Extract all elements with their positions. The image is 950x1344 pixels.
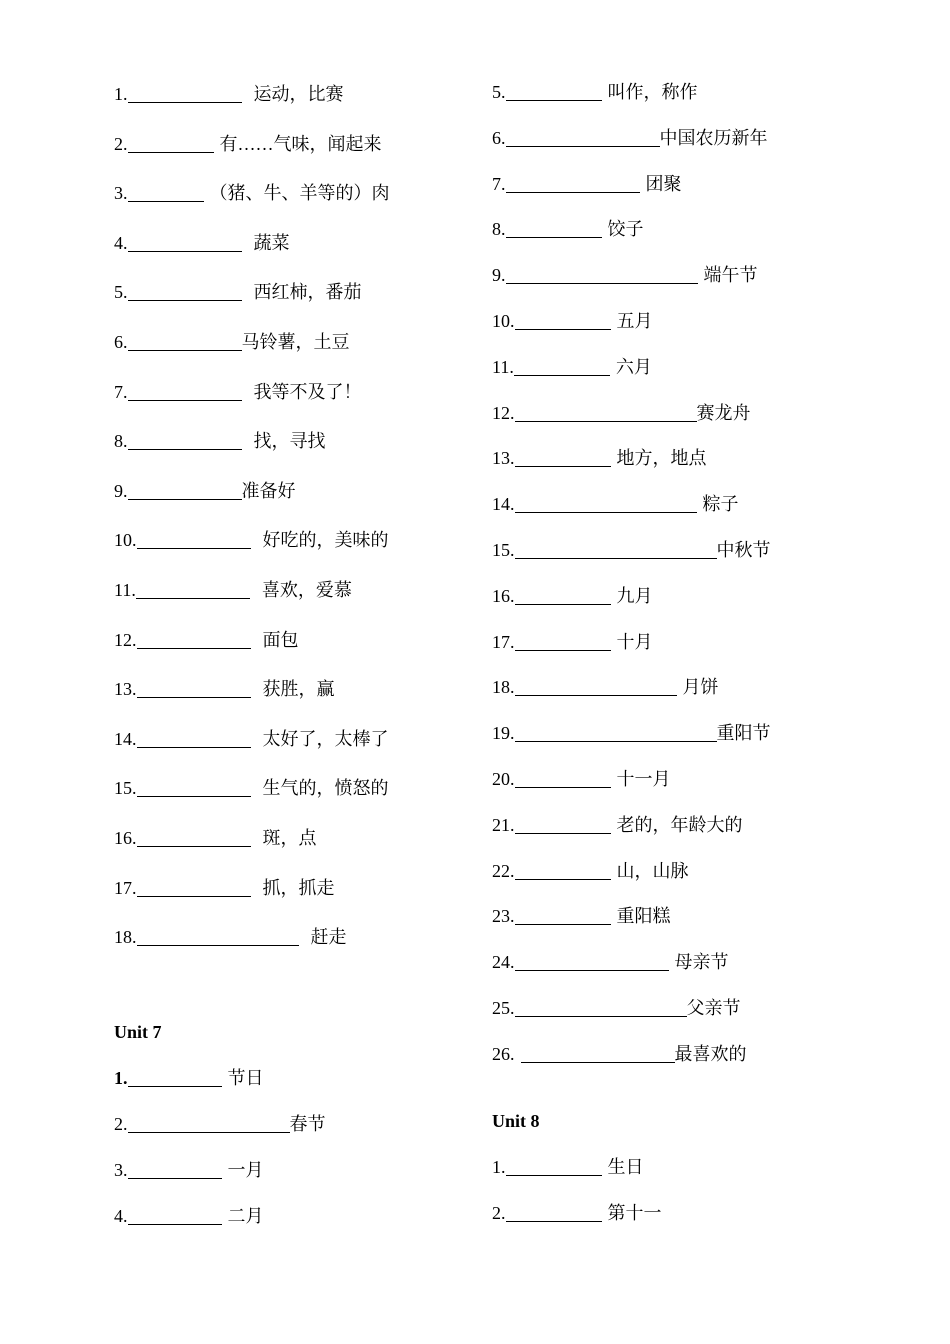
answer-blank[interactable]	[515, 677, 677, 696]
item-number: 19.	[492, 723, 515, 744]
answer-blank[interactable]	[515, 632, 611, 651]
vocab-item	[492, 355, 652, 379]
item-number: 9.	[492, 265, 506, 286]
unit-heading: Unit 8	[492, 1111, 540, 1131]
item-meaning: 团聚	[645, 173, 682, 194]
vocab-item	[114, 677, 335, 701]
item-number: 2.	[492, 1203, 506, 1223]
vocab-item	[492, 1155, 644, 1179]
vocab-item	[492, 401, 751, 425]
answer-blank[interactable]	[137, 778, 251, 797]
item-meaning: 我等不及了！	[253, 381, 362, 402]
item-meaning: 喜欢，爱慕	[261, 580, 352, 600]
item-meaning: 太好了，太棒了	[262, 728, 389, 749]
answer-blank[interactable]	[506, 1203, 602, 1222]
vocab-item	[492, 172, 682, 196]
item-meaning: 老的，年龄大的	[616, 814, 743, 835]
item-number: 20.	[492, 769, 515, 789]
vocab-item	[492, 996, 741, 1020]
item-number: 10.	[492, 311, 515, 331]
answer-blank[interactable]	[515, 723, 717, 742]
vocab-item	[114, 280, 362, 304]
item-meaning: 节日	[227, 1068, 264, 1088]
vocab-item	[492, 309, 653, 333]
item-meaning: 中国农历新年	[659, 127, 768, 148]
item-number: 15.	[492, 540, 515, 560]
answer-blank[interactable]	[515, 586, 611, 605]
vocab-item	[492, 904, 671, 928]
answer-blank[interactable]	[506, 265, 698, 284]
vocab-item	[114, 876, 335, 900]
vocab-item	[492, 263, 758, 287]
item-number: 14.	[492, 494, 515, 515]
item-number: 8.	[114, 431, 128, 452]
vocab-item	[114, 479, 296, 503]
vocab-item	[492, 1201, 662, 1225]
vocab-item	[492, 446, 707, 470]
vocab-item	[492, 492, 739, 516]
item-meaning: 抓，抓走	[262, 877, 335, 898]
item-meaning: （猪、牛、羊等的）肉	[209, 183, 390, 204]
answer-blank[interactable]	[515, 998, 687, 1017]
item-number: 16.	[492, 585, 515, 606]
item-meaning: 找，寻找	[253, 431, 326, 452]
vocab-item	[492, 538, 771, 562]
vocab-item	[114, 82, 344, 106]
item-meaning: 十月	[616, 631, 653, 652]
vocab-item	[492, 950, 729, 974]
answer-blank[interactable]	[515, 540, 717, 559]
vocab-item	[114, 380, 362, 404]
item-meaning: 中秋节	[716, 540, 771, 560]
vocab-item	[114, 181, 390, 205]
item-meaning: 春节	[289, 1114, 326, 1134]
vocab-item	[492, 584, 653, 608]
item-number: 1.	[114, 1068, 128, 1088]
item-number: 13.	[492, 448, 515, 469]
answer-blank[interactable]	[128, 1068, 222, 1087]
vocab-item	[492, 767, 671, 791]
item-meaning: 第十一	[607, 1203, 662, 1223]
item-meaning: 粽子	[702, 494, 739, 515]
item-number: 21.	[492, 814, 515, 835]
vocab-item	[114, 1066, 264, 1090]
answer-blank[interactable]	[137, 729, 251, 748]
answer-blank[interactable]	[137, 878, 251, 897]
vocab-item	[114, 727, 389, 751]
item-number: 10.	[114, 530, 137, 551]
item-meaning: 斑，点	[262, 828, 317, 848]
answer-blank[interactable]	[506, 1157, 602, 1176]
vocab-item	[492, 813, 743, 837]
item-number: 26.	[492, 1043, 515, 1064]
vocab-item	[492, 630, 653, 654]
item-number: 18.	[114, 927, 137, 948]
answer-blank[interactable]	[515, 952, 669, 971]
item-meaning: 山，山脉	[616, 860, 689, 881]
item-number: 12.	[492, 402, 515, 423]
answer-blank[interactable]	[515, 861, 611, 880]
answer-blank[interactable]	[515, 403, 697, 422]
item-number: 6.	[492, 127, 506, 148]
answer-blank[interactable]	[515, 311, 611, 330]
answer-blank[interactable]	[515, 815, 611, 834]
item-number: 3.	[114, 183, 128, 204]
item-number: 5.	[492, 82, 506, 102]
answer-blank[interactable]	[137, 828, 251, 847]
item-number: 7.	[114, 381, 128, 402]
item-meaning: 获胜，赢	[262, 679, 335, 700]
item-number: 15.	[114, 778, 137, 799]
vocab-item	[492, 859, 689, 883]
answer-blank[interactable]	[128, 84, 242, 103]
vocab-item	[114, 826, 317, 850]
answer-blank[interactable]	[128, 382, 242, 401]
item-meaning: 九月	[616, 585, 653, 606]
item-meaning: 生气的，愤怒的	[262, 778, 389, 799]
item-meaning: 马铃薯，土豆	[241, 332, 350, 352]
item-meaning: 五月	[616, 311, 653, 331]
answer-blank[interactable]	[521, 1044, 675, 1063]
answer-blank[interactable]	[506, 174, 640, 193]
answer-blank[interactable]	[128, 1160, 222, 1179]
answer-blank[interactable]	[128, 1114, 290, 1133]
vocab-item	[492, 675, 719, 699]
vocab-item	[492, 1042, 747, 1066]
item-meaning: 赛龙舟	[696, 402, 751, 423]
item-number: 13.	[114, 679, 137, 700]
item-number: 1.	[492, 1157, 506, 1177]
item-number: 23.	[492, 906, 515, 927]
answer-blank[interactable]	[128, 282, 242, 301]
item-meaning: 一月	[227, 1160, 264, 1180]
answer-blank[interactable]	[515, 906, 611, 925]
item-meaning: 重阳节	[716, 723, 771, 744]
item-number: 11.	[114, 580, 136, 600]
answer-blank[interactable]	[136, 580, 250, 599]
item-meaning: 蔬菜	[253, 232, 290, 253]
answer-blank[interactable]	[128, 332, 242, 351]
item-meaning: 地方，地点	[616, 448, 707, 469]
vocab-item	[114, 330, 350, 354]
item-number: 17.	[492, 631, 515, 652]
item-number: 6.	[114, 332, 128, 352]
item-number: 2.	[114, 1114, 128, 1134]
answer-blank[interactable]	[515, 494, 697, 513]
answer-blank[interactable]	[128, 481, 242, 500]
item-meaning: 好吃的，美味的	[262, 530, 389, 551]
answer-blank[interactable]	[128, 1206, 222, 1225]
item-meaning: 最喜欢的	[674, 1043, 747, 1064]
item-number: 3.	[114, 1160, 128, 1180]
answer-blank[interactable]	[137, 530, 251, 549]
item-meaning: 重阳糕	[616, 906, 671, 927]
item-meaning: 赶走	[310, 927, 347, 948]
vocab-item	[114, 429, 326, 453]
item-meaning: 生日	[607, 1157, 644, 1177]
item-meaning: 饺子	[607, 219, 644, 240]
answer-blank[interactable]	[515, 769, 611, 788]
answer-blank[interactable]	[506, 82, 602, 101]
item-number: 8.	[492, 219, 506, 240]
item-meaning: 母亲节	[674, 952, 729, 973]
item-number: 4.	[114, 1206, 128, 1226]
vocab-item	[492, 80, 698, 104]
item-number: 25.	[492, 998, 515, 1018]
item-number: 16.	[114, 828, 137, 848]
item-number: 1.	[114, 84, 128, 104]
vocab-item	[114, 528, 389, 552]
item-meaning: 六月	[615, 356, 652, 377]
answer-blank[interactable]	[137, 927, 299, 946]
item-meaning: 有……气味，闻起来	[219, 133, 382, 154]
vocab-item	[114, 231, 290, 255]
item-number: 5.	[114, 282, 128, 303]
item-meaning: 父亲节	[686, 998, 741, 1018]
vocab-item	[114, 1204, 264, 1228]
item-number: 22.	[492, 860, 515, 881]
vocab-item	[114, 925, 347, 949]
item-meaning: 运动，比赛	[253, 84, 344, 104]
answer-blank[interactable]	[128, 183, 204, 202]
unit-heading: Unit 7	[114, 1022, 162, 1042]
item-number: 7.	[492, 173, 506, 194]
vocab-item	[114, 132, 382, 156]
item-number: 2.	[114, 133, 128, 154]
item-number: 12.	[114, 629, 137, 650]
answer-blank[interactable]	[506, 128, 660, 147]
vocab-item	[492, 721, 771, 745]
vocab-item	[492, 126, 768, 150]
vocab-item	[114, 1158, 264, 1182]
item-number: 17.	[114, 877, 137, 898]
item-meaning: 叫作，称作	[607, 82, 698, 102]
vocab-item	[114, 776, 389, 800]
answer-blank[interactable]	[515, 448, 611, 467]
answer-blank[interactable]	[137, 630, 251, 649]
answer-blank[interactable]	[128, 431, 242, 450]
item-meaning: 月饼	[682, 677, 719, 698]
item-number: 4.	[114, 232, 128, 253]
item-meaning: 准备好	[241, 480, 296, 501]
item-number: 18.	[492, 677, 515, 698]
answer-blank[interactable]	[506, 219, 602, 238]
item-meaning: 面包	[262, 629, 299, 650]
item-meaning: 二月	[227, 1206, 264, 1226]
item-meaning: 十一月	[616, 769, 671, 789]
item-number: 11.	[492, 356, 514, 377]
answer-blank[interactable]	[128, 134, 214, 153]
item-meaning: 端午节	[703, 265, 758, 286]
vocab-item	[114, 578, 352, 602]
answer-blank[interactable]	[137, 679, 251, 698]
vocab-item	[114, 628, 299, 652]
vocab-item	[114, 1112, 326, 1136]
item-meaning: 西红柿，番茄	[253, 282, 362, 303]
answer-blank[interactable]	[128, 233, 242, 252]
item-number: 24.	[492, 952, 515, 973]
vocab-item	[492, 217, 644, 241]
item-number: 9.	[114, 480, 128, 501]
item-number: 14.	[114, 728, 137, 749]
answer-blank[interactable]	[514, 357, 610, 376]
